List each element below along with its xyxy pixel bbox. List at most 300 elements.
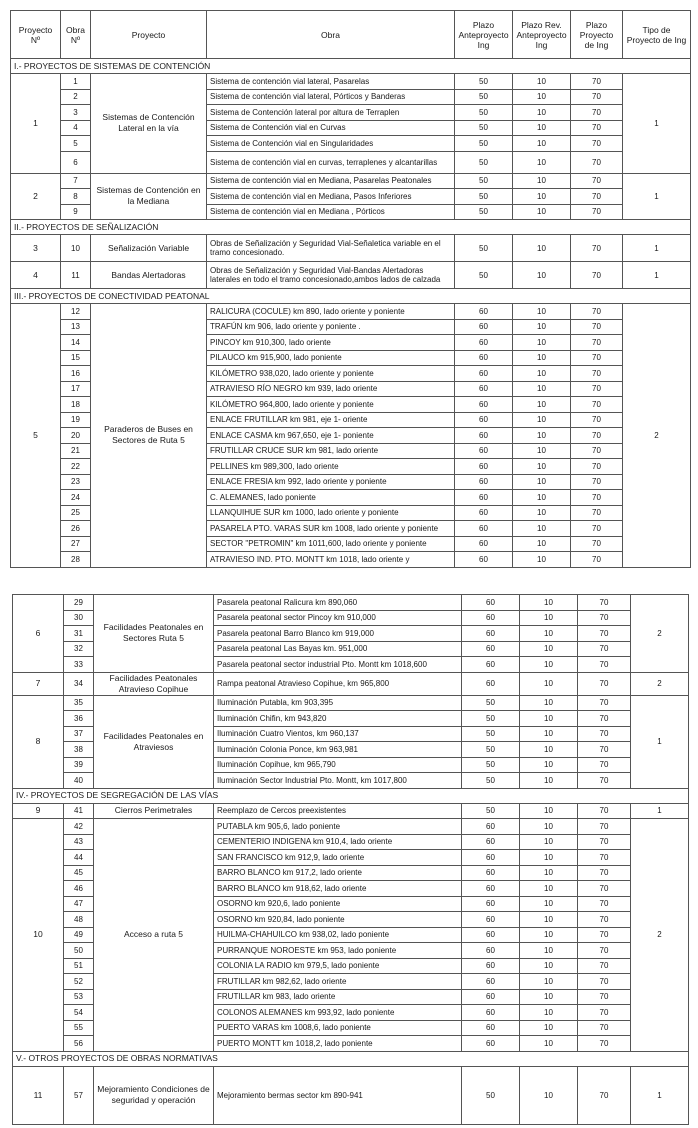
obra-number: 12	[61, 304, 91, 320]
plazo-anteproyecto: 60	[462, 1036, 520, 1052]
obra-description: PUTABLA km 905,6, lado poniente	[214, 819, 462, 835]
plazo-anteproyecto: 50	[462, 1066, 520, 1124]
plazo-anteproyecto: 50	[455, 105, 513, 121]
obra-number: 47	[64, 896, 94, 912]
obra-number: 49	[64, 927, 94, 943]
project-name: Facilidades Peatonales en Atraviesos	[94, 695, 214, 788]
plazo-rev-anteproyecto: 10	[520, 1066, 578, 1124]
project-name: Acceso a ruta 5	[94, 819, 214, 1052]
plazo-rev-anteproyecto: 10	[513, 490, 571, 506]
obra-description: Rampa peatonal Atravieso Copihue, km 965,800	[214, 672, 462, 695]
plazo-rev-anteproyecto: 10	[520, 757, 578, 773]
plazo-proyecto: 70	[578, 896, 631, 912]
plazo-anteproyecto: 60	[462, 896, 520, 912]
tipo-proyecto: 1	[631, 1066, 689, 1124]
plazo-anteproyecto: 50	[455, 262, 513, 289]
obra-number: 20	[61, 428, 91, 444]
table-row	[13, 672, 689, 695]
plazo-proyecto: 70	[571, 412, 623, 428]
section-title: I.- PROYECTOS DE SISTEMAS DE CONTENCIÓN	[11, 59, 691, 74]
plazo-rev-anteproyecto: 10	[513, 366, 571, 382]
plazo-proyecto: 70	[571, 120, 623, 136]
section-title: III.- PROYECTOS DE CONECTIVIDAD PEATONAL	[11, 289, 691, 304]
project-number: 10	[13, 819, 64, 1052]
obra-number: 39	[64, 757, 94, 773]
plazo-proyecto: 70	[571, 304, 623, 320]
plazo-anteproyecto: 60	[462, 610, 520, 626]
obra-description: Iluminación Putabla, km 903,395	[214, 695, 462, 711]
plazo-rev-anteproyecto: 10	[520, 1036, 578, 1052]
obra-description: KILÓMETRO 938,020, lado oriente y poniente	[207, 366, 455, 382]
obra-number: 16	[61, 366, 91, 382]
plazo-proyecto: 70	[571, 235, 623, 262]
plazo-proyecto: 70	[571, 459, 623, 475]
obra-description: Sistema de contención vial en Mediana, Pasarelas Peatonales	[207, 173, 455, 189]
plazo-rev-anteproyecto: 10	[513, 350, 571, 366]
plazo-proyecto: 70	[578, 641, 631, 657]
obra-number: 51	[64, 958, 94, 974]
project-number: 3	[11, 235, 61, 262]
section-header-row	[11, 59, 691, 74]
table-row	[13, 695, 689, 711]
plazo-anteproyecto: 60	[455, 474, 513, 490]
project-number: 7	[13, 672, 64, 695]
header-plazo-rev: Plazo Rev. Anteproyecto Ing	[513, 11, 571, 59]
plazo-anteproyecto: 60	[455, 304, 513, 320]
plazo-proyecto: 70	[578, 850, 631, 866]
obra-number: 43	[64, 834, 94, 850]
plazo-rev-anteproyecto: 10	[513, 304, 571, 320]
section-header-row	[13, 1051, 689, 1066]
plazo-rev-anteproyecto: 10	[520, 896, 578, 912]
plazo-anteproyecto: 50	[462, 773, 520, 789]
obra-number: 22	[61, 459, 91, 475]
obra-description: Pasarela peatonal Las Bayas km. 951,000	[214, 641, 462, 657]
obra-description: PILAUCO km 915,900, lado poniente	[207, 350, 455, 366]
plazo-proyecto: 70	[578, 626, 631, 642]
plazo-rev-anteproyecto: 10	[520, 610, 578, 626]
plazo-anteproyecto: 60	[455, 350, 513, 366]
obra-number: 6	[61, 151, 91, 173]
plazo-anteproyecto: 60	[455, 490, 513, 506]
plazo-rev-anteproyecto: 10	[513, 552, 571, 568]
plazo-anteproyecto: 60	[462, 850, 520, 866]
obra-description: Sistema de contención vial en curvas, terraplenes y alcantarillas	[207, 151, 455, 173]
tipo-proyecto: 1	[623, 235, 691, 262]
plazo-proyecto: 70	[578, 834, 631, 850]
plazo-anteproyecto: 50	[455, 204, 513, 220]
header-obra-no: Obra Nº	[61, 11, 91, 59]
plazo-proyecto: 70	[578, 881, 631, 897]
obra-description: Sistema de Contención lateral por altura de Terraplen	[207, 105, 455, 121]
plazo-anteproyecto: 60	[462, 595, 520, 611]
header-proyecto-no: Proyecto Nº	[11, 11, 61, 59]
plazo-proyecto: 70	[571, 521, 623, 537]
obra-number: 38	[64, 742, 94, 758]
plazo-proyecto: 70	[578, 819, 631, 835]
project-name: Sistemas de Contención en la Mediana	[91, 173, 207, 220]
plazo-proyecto: 70	[571, 335, 623, 351]
plazo-anteproyecto: 60	[455, 428, 513, 444]
project-number: 5	[11, 304, 61, 568]
plazo-anteproyecto: 60	[455, 319, 513, 335]
plazo-proyecto: 70	[578, 595, 631, 611]
obra-number: 34	[64, 672, 94, 695]
plazo-proyecto: 70	[571, 189, 623, 205]
plazo-rev-anteproyecto: 10	[513, 412, 571, 428]
plazo-proyecto: 70	[578, 657, 631, 673]
obra-number: 13	[61, 319, 91, 335]
obra-description: Iluminación Sector Industrial Pto. Montt, km 1017,800	[214, 773, 462, 789]
plazo-anteproyecto: 60	[462, 1005, 520, 1021]
obra-description: Pasarela peatonal sector industrial Pto. Montt km 1018,600	[214, 657, 462, 673]
tipo-proyecto: 1	[623, 74, 691, 174]
plazo-anteproyecto: 60	[462, 958, 520, 974]
plazo-proyecto: 70	[571, 350, 623, 366]
obra-number: 46	[64, 881, 94, 897]
project-number: 4	[11, 262, 61, 289]
obra-description: ENLACE CASMA km 967,650, eje 1- poniente	[207, 428, 455, 444]
obra-number: 23	[61, 474, 91, 490]
obra-description: PINCOY km 910,300, lado oriente	[207, 335, 455, 351]
plazo-rev-anteproyecto: 10	[513, 397, 571, 413]
plazo-anteproyecto: 60	[462, 865, 520, 881]
obra-number: 18	[61, 397, 91, 413]
obra-description: Iluminación Chifin, km 943,820	[214, 711, 462, 727]
plazo-anteproyecto: 60	[462, 912, 520, 928]
plazo-proyecto: 70	[571, 428, 623, 444]
table-body-part-2	[13, 595, 689, 1125]
plazo-anteproyecto: 60	[462, 819, 520, 835]
header-obra: Obra	[207, 11, 455, 59]
plazo-proyecto: 70	[578, 927, 631, 943]
plazo-proyecto: 70	[578, 726, 631, 742]
project-number: 8	[13, 695, 64, 788]
plazo-proyecto: 70	[571, 490, 623, 506]
plazo-anteproyecto: 60	[455, 459, 513, 475]
plazo-proyecto: 70	[578, 865, 631, 881]
plazo-proyecto: 70	[578, 610, 631, 626]
project-name: Cierros Perimetrales	[94, 803, 214, 819]
plazo-proyecto: 70	[578, 757, 631, 773]
obra-description: Pasarela peatonal Ralicura km 890,060	[214, 595, 462, 611]
plazo-rev-anteproyecto: 10	[520, 927, 578, 943]
plazo-rev-anteproyecto: 10	[513, 474, 571, 490]
obra-description: HUILMA-CHAHUILCO km 938,02, lado poniente	[214, 927, 462, 943]
project-number: 6	[13, 595, 64, 673]
obra-description: ATRAVIESO RÍO NEGRO km 939, lado oriente	[207, 381, 455, 397]
plazo-anteproyecto: 60	[455, 366, 513, 382]
obra-description: ENLACE FRESIA km 992, lado oriente y poniente	[207, 474, 455, 490]
plazo-rev-anteproyecto: 10	[520, 626, 578, 642]
plazo-proyecto: 70	[571, 136, 623, 152]
tipo-proyecto: 1	[631, 695, 689, 788]
obra-description: FRUTILLAR CRUCE SUR km 981, lado oriente	[207, 443, 455, 459]
plazo-rev-anteproyecto: 10	[520, 1005, 578, 1021]
plazo-rev-anteproyecto: 10	[520, 803, 578, 819]
plazo-rev-anteproyecto: 10	[520, 989, 578, 1005]
plazo-proyecto: 70	[578, 742, 631, 758]
plazo-rev-anteproyecto: 10	[520, 974, 578, 990]
obra-number: 40	[64, 773, 94, 789]
plazo-anteproyecto: 50	[462, 711, 520, 727]
obra-description: TRAFÚN km 906, lado oriente y poniente .	[207, 319, 455, 335]
plazo-rev-anteproyecto: 10	[513, 536, 571, 552]
obra-description: COLONOS ALEMANES km 993,92, lado poniente	[214, 1005, 462, 1021]
project-name: Facilidades Peatonales en Sectores Ruta 5	[94, 595, 214, 673]
plazo-proyecto: 70	[571, 552, 623, 568]
project-name: Facilidades Peatonales Atravieso Copihue	[94, 672, 214, 695]
section-header-row	[11, 220, 691, 235]
project-name: Mejoramiento Condiciones de seguridad y operación	[94, 1066, 214, 1124]
obra-number: 8	[61, 189, 91, 205]
plazo-rev-anteproyecto: 10	[513, 505, 571, 521]
obra-number: 14	[61, 335, 91, 351]
obra-number: 15	[61, 350, 91, 366]
plazo-anteproyecto: 50	[462, 803, 520, 819]
obra-number: 31	[64, 626, 94, 642]
obra-description: Iluminación Colonia Ponce, km 963,981	[214, 742, 462, 758]
obra-number: 10	[61, 235, 91, 262]
plazo-proyecto: 70	[578, 974, 631, 990]
obra-number: 29	[64, 595, 94, 611]
table-row	[11, 304, 691, 320]
section-title: IV.- PROYECTOS DE SEGREGACIÓN DE LAS VÍAS	[13, 788, 689, 803]
table-row	[11, 74, 691, 90]
plazo-proyecto: 70	[578, 1036, 631, 1052]
obra-number: 48	[64, 912, 94, 928]
plazo-proyecto: 70	[578, 1066, 631, 1124]
obra-number: 32	[64, 641, 94, 657]
obra-number: 53	[64, 989, 94, 1005]
plazo-anteproyecto: 60	[455, 443, 513, 459]
plazo-anteproyecto: 50	[455, 89, 513, 105]
obra-description: Iluminación Cuatro Vientos, km 960,137	[214, 726, 462, 742]
obra-description: PASARELA PTO. VARAS SUR km 1008, lado oriente y poniente	[207, 521, 455, 537]
header-proyecto: Proyecto	[91, 11, 207, 59]
obra-description: C. ALEMANES, lado poniente	[207, 490, 455, 506]
obra-description: Sistema de contención vial lateral, Pasarelas	[207, 74, 455, 90]
tipo-proyecto: 2	[631, 819, 689, 1052]
plazo-rev-anteproyecto: 10	[520, 850, 578, 866]
plazo-rev-anteproyecto: 10	[513, 335, 571, 351]
plazo-rev-anteproyecto: 10	[513, 173, 571, 189]
plazo-anteproyecto: 60	[455, 335, 513, 351]
plazo-proyecto: 70	[578, 773, 631, 789]
plazo-rev-anteproyecto: 10	[520, 773, 578, 789]
plazo-anteproyecto: 60	[462, 657, 520, 673]
plazo-anteproyecto: 50	[455, 136, 513, 152]
obra-description: LLANQUIHUE SUR km 1000, lado oriente y poniente	[207, 505, 455, 521]
plazo-anteproyecto: 60	[455, 521, 513, 537]
plazo-proyecto: 70	[571, 89, 623, 105]
plazo-proyecto: 70	[571, 366, 623, 382]
plazo-proyecto: 70	[571, 474, 623, 490]
plazo-anteproyecto: 60	[462, 927, 520, 943]
plazo-rev-anteproyecto: 10	[520, 595, 578, 611]
plazo-anteproyecto: 60	[455, 412, 513, 428]
plazo-rev-anteproyecto: 10	[513, 459, 571, 475]
obra-number: 1	[61, 74, 91, 90]
plazo-anteproyecto: 60	[462, 881, 520, 897]
plazo-rev-anteproyecto: 10	[513, 151, 571, 173]
obra-description: BARRO BLANCO km 917,2, lado oriente	[214, 865, 462, 881]
project-number: 1	[11, 74, 61, 174]
project-name: Bandas Alertadoras	[91, 262, 207, 289]
obra-description: PUERTO VARAS km 1008,6, lado poniente	[214, 1020, 462, 1036]
plazo-rev-anteproyecto: 10	[520, 912, 578, 928]
plazo-anteproyecto: 50	[455, 120, 513, 136]
plazo-anteproyecto: 50	[462, 726, 520, 742]
obra-number: 55	[64, 1020, 94, 1036]
plazo-anteproyecto: 60	[462, 834, 520, 850]
plazo-rev-anteproyecto: 10	[513, 521, 571, 537]
obra-number: 17	[61, 381, 91, 397]
obra-description: Sistema de contención vial en Mediana, Pasos Inferiores	[207, 189, 455, 205]
table-row	[13, 819, 689, 835]
obra-description: SAN FRANCISCO km 912,9, lado oriente	[214, 850, 462, 866]
obra-description: Mejoramiento bermas sector km 890-941	[214, 1066, 462, 1124]
plazo-anteproyecto: 60	[462, 641, 520, 657]
project-number: 2	[11, 173, 61, 220]
plazo-rev-anteproyecto: 10	[520, 834, 578, 850]
obra-number: 57	[64, 1066, 94, 1124]
tipo-proyecto: 2	[631, 672, 689, 695]
obra-number: 27	[61, 536, 91, 552]
table-row	[11, 235, 691, 262]
obra-description: BARRO BLANCO km 918,62, lado oriente	[214, 881, 462, 897]
plazo-rev-anteproyecto: 10	[520, 711, 578, 727]
plazo-rev-anteproyecto: 10	[513, 262, 571, 289]
plazo-rev-anteproyecto: 10	[520, 881, 578, 897]
table-row	[11, 173, 691, 189]
obra-number: 54	[64, 1005, 94, 1021]
table-row	[13, 1066, 689, 1124]
plazo-proyecto: 70	[571, 505, 623, 521]
plazo-anteproyecto: 60	[455, 397, 513, 413]
project-name: Paraderos de Buses en Sectores de Ruta 5	[91, 304, 207, 568]
plazo-anteproyecto: 50	[455, 235, 513, 262]
plazo-anteproyecto: 60	[462, 989, 520, 1005]
project-number: 9	[13, 803, 64, 819]
obra-number: 7	[61, 173, 91, 189]
obra-description: Pasarela peatonal sector Pincoy km 910,000	[214, 610, 462, 626]
plazo-proyecto: 70	[571, 319, 623, 335]
obra-description: FRUTILLAR km 982,62, lado oriente	[214, 974, 462, 990]
obra-description: PELLINES km 989,300, lado oriente	[207, 459, 455, 475]
plazo-proyecto: 70	[578, 711, 631, 727]
plazo-rev-anteproyecto: 10	[513, 105, 571, 121]
plazo-rev-anteproyecto: 10	[520, 742, 578, 758]
obra-description: KILÓMETRO 964,800, lado oriente y poniente	[207, 397, 455, 413]
projects-table-part-1	[10, 10, 691, 568]
plazo-rev-anteproyecto: 10	[520, 1020, 578, 1036]
section-title: II.- PROYECTOS DE SEÑALIZACIÓN	[11, 220, 691, 235]
plazo-proyecto: 70	[571, 381, 623, 397]
plazo-rev-anteproyecto: 10	[520, 819, 578, 835]
obra-number: 56	[64, 1036, 94, 1052]
plazo-anteproyecto: 50	[455, 189, 513, 205]
plazo-rev-anteproyecto: 10	[513, 74, 571, 90]
plazo-rev-anteproyecto: 10	[520, 958, 578, 974]
plazo-proyecto: 70	[578, 958, 631, 974]
plazo-rev-anteproyecto: 10	[513, 235, 571, 262]
obra-number: 4	[61, 120, 91, 136]
obra-number: 36	[64, 711, 94, 727]
plazo-proyecto: 70	[578, 672, 631, 695]
plazo-rev-anteproyecto: 10	[513, 381, 571, 397]
plazo-rev-anteproyecto: 10	[513, 189, 571, 205]
plazo-proyecto: 70	[578, 695, 631, 711]
section-title: V.- OTROS PROYECTOS DE OBRAS NORMATIVAS	[13, 1051, 689, 1066]
obra-number: 2	[61, 89, 91, 105]
plazo-rev-anteproyecto: 10	[513, 428, 571, 444]
obra-number: 24	[61, 490, 91, 506]
obra-description: OSORNO km 920,84, lado poniente	[214, 912, 462, 928]
table-row	[13, 803, 689, 819]
table-row	[11, 262, 691, 289]
table-row	[13, 595, 689, 611]
tipo-proyecto: 1	[631, 803, 689, 819]
obra-number: 21	[61, 443, 91, 459]
obra-description: COLONIA LA RADIO km 979,5, lado poniente	[214, 958, 462, 974]
table-body-part-1	[11, 59, 691, 568]
plazo-rev-anteproyecto: 10	[513, 120, 571, 136]
plazo-proyecto: 70	[571, 397, 623, 413]
plazo-proyecto: 70	[571, 443, 623, 459]
plazo-rev-anteproyecto: 10	[520, 695, 578, 711]
header-tipo: Tipo de Proyecto de Ing	[623, 11, 691, 59]
obra-description: Sistema de Contención vial en Curvas	[207, 120, 455, 136]
project-name: Señalización Variable	[91, 235, 207, 262]
obra-description: Sistema de contención vial en Mediana , Pórticos	[207, 204, 455, 220]
plazo-anteproyecto: 60	[455, 505, 513, 521]
section-header-row	[13, 788, 689, 803]
obra-description: RALICURA (COCULE) km 890, lado oriente y poniente	[207, 304, 455, 320]
obra-number: 9	[61, 204, 91, 220]
plazo-rev-anteproyecto: 10	[513, 319, 571, 335]
obra-description: ENLACE FRUTILLAR km 981, eje 1- oriente	[207, 412, 455, 428]
plazo-anteproyecto: 50	[462, 695, 520, 711]
plazo-anteproyecto: 60	[462, 974, 520, 990]
tipo-proyecto: 1	[623, 173, 691, 220]
obra-number: 19	[61, 412, 91, 428]
plazo-proyecto: 70	[571, 262, 623, 289]
plazo-proyecto: 70	[578, 803, 631, 819]
plazo-anteproyecto: 60	[462, 943, 520, 959]
obra-description: Obras de Señalización y Seguridad Vial-Bandas Alertadoras laterales en todo el tramo concesionado,ambos lados de calzada	[207, 262, 455, 289]
project-number: 11	[13, 1066, 64, 1124]
plazo-anteproyecto: 50	[462, 742, 520, 758]
obra-number: 50	[64, 943, 94, 959]
plazo-rev-anteproyecto: 10	[513, 443, 571, 459]
plazo-rev-anteproyecto: 10	[520, 657, 578, 673]
tipo-proyecto: 2	[631, 595, 689, 673]
obra-description: Sistema de contención vial lateral, Pórticos y Banderas	[207, 89, 455, 105]
plazo-anteproyecto: 60	[462, 626, 520, 642]
obra-number: 42	[64, 819, 94, 835]
plazo-proyecto: 70	[578, 943, 631, 959]
obra-description: Iluminación Copihue, km 965,790	[214, 757, 462, 773]
plazo-anteproyecto: 50	[455, 74, 513, 90]
plazo-proyecto: 70	[571, 74, 623, 90]
obra-description: ATRAVIESO IND. PTO. MONTT km 1018, lado oriente y	[207, 552, 455, 568]
plazo-anteproyecto: 60	[455, 381, 513, 397]
obra-description: CEMENTERIO INDIGENA km 910,4, lado oriente	[214, 834, 462, 850]
plazo-proyecto: 70	[578, 912, 631, 928]
obra-number: 30	[64, 610, 94, 626]
obra-number: 25	[61, 505, 91, 521]
